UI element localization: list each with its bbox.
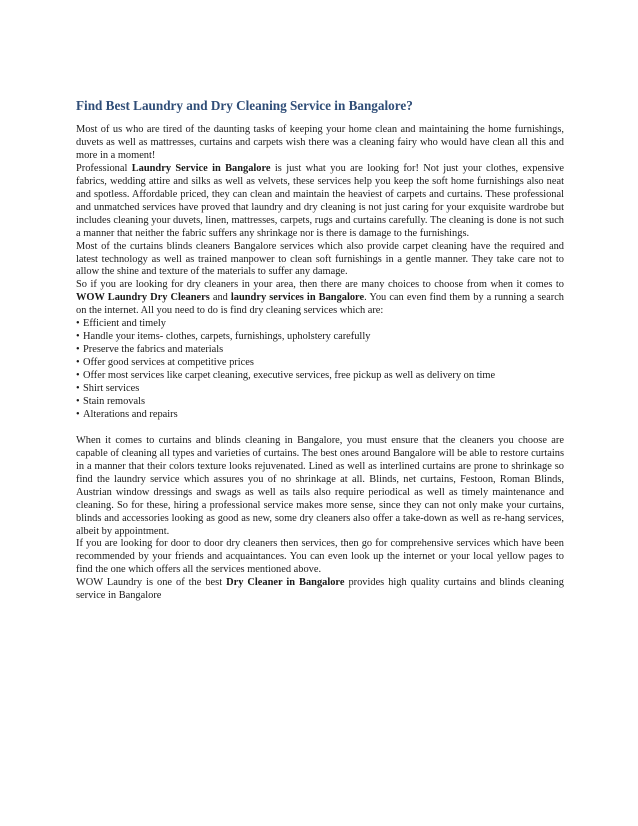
text-run: provides high quality curtains and blinds cleaning service in Bangalore xyxy=(76,577,564,602)
list-item-text: Preserve the fabrics and materials xyxy=(83,344,224,356)
list-item xyxy=(76,318,564,331)
list-item-text: Shirt services xyxy=(83,383,140,395)
list-item xyxy=(76,370,564,383)
paragraph-door-to-door: If you are looking for door to door dry cleaners then services, then go for comprehensive services which have been recommended by your friends and acquaintances. You can even look up the internet or your local yellow pages to find the one which offers all the services mentioned above. xyxy=(76,538,564,576)
paragraph-choices xyxy=(76,279,564,318)
bold-keyword: WOW Laundry Dry Cleaners xyxy=(76,292,210,304)
service-bullet-list xyxy=(76,318,564,422)
bullet-icon: • xyxy=(76,383,80,395)
bold-keyword: Dry Cleaner in Bangalore xyxy=(226,577,345,589)
paragraph-curtain-blinds: When it comes to curtains and blinds cleaning in Bangalore, you must ensure that the cleaners you choose are capable of cleaning all types and varieties of curtains. The best ones around Bangalore will be able to restore curtains in a manner that their colors texture looks rejuvenated. Lined as well as interlined curtains are prone to shrinkage so find the laundry service which assures you of no shrinkage at all. Blinds, net curtains, Festoon, Roman Blinds, Austrian window dressings and swags as well as tails also require periodical as well as timely maintenance and cleaning. So for these, hiring a professional service makes more sense, since they can not only make your curtains, blinds and accessories looking as good as new, some dry cleaners also offer a take-down as well as re-hang services, albeit by appointment. xyxy=(76,434,564,537)
list-item-text: Offer good services at competitive prices xyxy=(83,357,254,369)
list-item-text: Handle your items- clothes, carpets, furnishings, upholstery carefully xyxy=(83,331,371,343)
text-run: . You can even find them by a running a search on the internet. All you need to do is find dry cleaning services which are: xyxy=(76,292,564,317)
paragraph-intro: Most of us who are tired of the daunting tasks of keeping your home clean and maintaining the home furnishings, duvets as well as mattresses, curtains and carpets wish there was a cleaning fairy who would have clean all this and more in a moment! xyxy=(76,124,564,161)
list-item-text: Efficient and timely xyxy=(83,318,166,330)
bold-keyword: laundry services in Bangalore xyxy=(230,292,365,304)
list-item-text: Offer most services like carpet cleaning, executive services, free pickup as well as delivery on time xyxy=(83,370,496,382)
list-item xyxy=(76,396,564,409)
bullet-icon: • xyxy=(76,396,80,408)
bullet-icon: • xyxy=(76,331,80,343)
text-run: and xyxy=(209,292,231,304)
list-item xyxy=(76,357,564,370)
list-item xyxy=(76,383,564,396)
text-run: So if you are looking for dry cleaners in your area, then there are many choices to choose from when it comes to xyxy=(76,279,564,291)
text-run: WOW Laundry is one of the best xyxy=(76,577,227,589)
paragraph-spacer xyxy=(76,422,564,435)
text-run: is just what you are looking for! Not just your clothes, expensive fabrics, wedding attire and silks as well as velvets, these services help you keep the soft home furnishings also neat and spotless. Affordable priced, they can clean and maintain the heaviest of carpets and curtains. These professional and unmatched services have proved that laundry and dry cleaning is not just caring for your exquisite wardrobe but includes cleaning your duvets, linen, mattresses, carpets, rugs and curtains carefully. The cleaning is done is not such a manner that neither the fabric suffers any shrinkage nor is there is damage to the furnishings. xyxy=(76,162,565,239)
paragraph-wow-laundry xyxy=(76,577,564,603)
paragraph-curtain-cleaners: Most of the curtains blinds cleaners Bangalore services which also provide carpet cleaning have the required and latest technology as well as trained manpower to clean soft furnishings in a gentle manner. They take care not to allow the shine and texture of the materials to suffer any damage. xyxy=(76,240,564,278)
list-item xyxy=(76,409,564,422)
text-run: Professional xyxy=(76,162,132,174)
bullet-icon: • xyxy=(76,318,80,330)
bullet-icon: • xyxy=(76,344,80,356)
list-item xyxy=(76,344,564,357)
document-page xyxy=(76,98,564,603)
bullet-icon: • xyxy=(76,370,80,382)
list-item xyxy=(76,331,564,344)
list-item-text: Stain removals xyxy=(83,396,146,408)
bullet-icon: • xyxy=(76,357,80,369)
paragraph-laundry-service xyxy=(76,163,564,241)
bold-keyword: Laundry Service in Bangalore xyxy=(131,162,271,174)
bullet-icon: • xyxy=(76,408,80,420)
list-item-text: Alterations and repairs xyxy=(83,408,178,420)
page-title: Find Best Laundry and Dry Cleaning Service in Bangalore? xyxy=(76,98,413,113)
